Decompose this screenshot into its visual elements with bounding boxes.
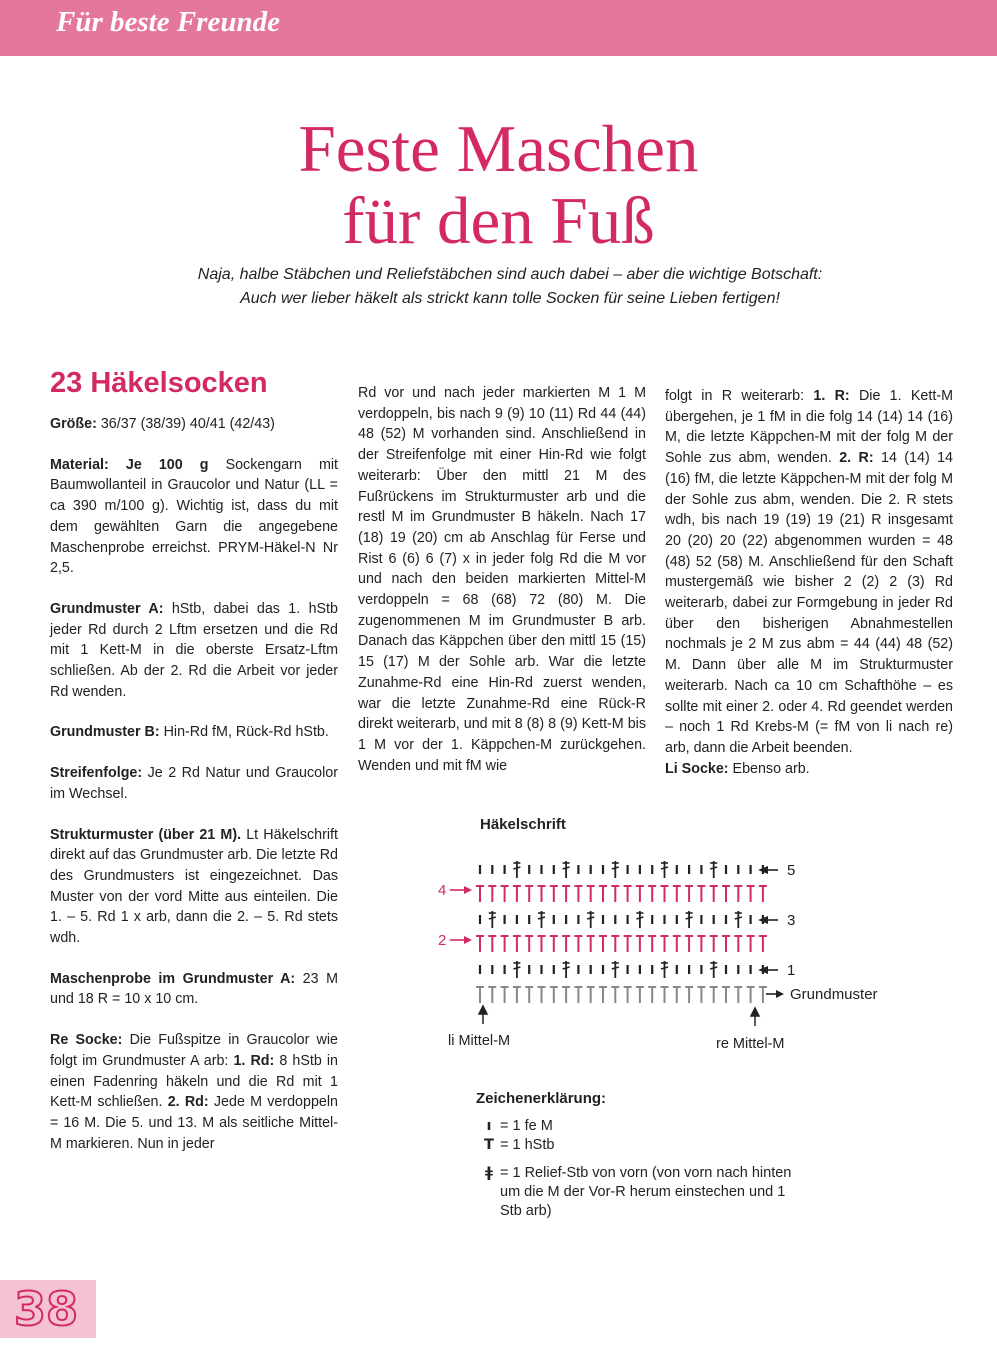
page-number: 38 [14,1282,79,1336]
base-hstb-mark [673,987,681,1003]
row2-hstb-mark [488,936,496,952]
base-hstb-mark [525,987,533,1003]
row4-hstb-mark [550,886,558,902]
row4-hstb-mark [636,886,644,902]
row-label-2: 2 [438,932,447,949]
base-hstb-mark [710,987,718,1003]
base-hstb-mark [611,987,619,1003]
row2-hstb-mark [648,936,656,952]
base-hstb-mark [476,987,484,1003]
row3-relief-mark [538,911,545,928]
streifenfolge-paragraph: Streifenfolge: Je 2 Rd Natur und Graucolor im Wechsel. [50,765,338,802]
intro-line1: Naja, halbe Stäbchen und Reliefstäbchen sind auch dabei – aber die wichtige Botschaft: [197,266,823,283]
row2-hstb-mark [734,936,742,952]
row2-hstb-mark [722,936,730,952]
relief-stb-symbol-icon: ǂ [485,1165,493,1181]
row2-hstb-mark [574,936,582,952]
left-middle-marker: li Mittel-M [448,1033,511,1049]
col2-paragraph: Rd vor und nach jeder markierten M 1 M verdoppeln, bis nach 9 (9) 10 (11) Rd 44 (44) 48 (52) M vorhanden sind. Anschließend in der Streifenfolge mit einer Hin-Rd wie folgt weiterarb: Über den mittl 21 M des Fußrückens im Strukturmuster arb und die restl M im Grundmuster B häkeln. Nach 17 (18) 19 (20) cm ab Anschlag für Ferse und Rist 6 (6) 6 (7) x in jeder folg Rd die M vor und nach den beiden markierten Mittel-M verdoppeln = 68 (68) 72 (80) M. Die zugenommenen M im Grundmuster B arb. Danach das Käppchen über den mittl 15 (15) 15 (17) M der Sohle arb. War die letzte Zunahme-Rd eine Hin-Rd zuerst wenden, war die letzte Zunahme-Rd eine Rück-R direkt weiterarb, und mit 8 (8) 8 (9) Kett-M bis 1 M vor der 1. Käppchen-M zurückgehen. Wenden und mit fM wie [358,385,646,774]
row2-hstb-mark [710,936,718,952]
row2-hstb-mark [501,936,509,952]
row4-hstb-mark [759,886,767,902]
legend-item-hstb: T = 1 hStb [478,1136,810,1155]
row2-hstb-mark [747,936,755,952]
base-hstb-mark [636,987,644,1003]
row-label-3: 3 [787,912,796,929]
grundmuster-a-paragraph: Grundmuster A: hStb, dabei das 1. hStb jeder Rd durch 2 Lftm ersetzen und die Rd mit 1 Kett-M in die oberste Ersatz-Lftm schließen. Ab der 2. Rd die Arbeit vor jeder Rd wenden. [50,600,338,700]
row4-hstb-mark [476,886,484,902]
base-hstb-mark [648,987,656,1003]
row4-hstb-mark [562,886,570,902]
row4-hstb-mark [685,886,693,902]
banner-title: Für beste Freunde [56,6,280,38]
row-label-4: 4 [438,882,447,899]
strukturmuster-paragraph: Strukturmuster (über 21 M). Lt Häkelschrift direkt auf das Grundmuster arb. Die letzte Rd des Grundmusters ist eingezeichnet. Das Muster von der vord Mitte aus einteilen. Die 1. – 5. Rd 1 x arb, dann die 2. – 5. Rd stets wdh. [50,826,338,947]
row3-relief-mark [489,911,496,928]
li-socke-paragraph: Li Socke: Ebenso arb. [665,760,810,777]
maschenprobe-paragraph: Maschenprobe im Grundmuster A: 23 M und 18 R = 10 x 10 cm. [50,970,338,1008]
page-title-line1: Feste Maschen [298,112,699,186]
row3-relief-mark [587,911,594,928]
legend-title: Zeichenerklärung: [476,1090,607,1107]
row2-hstb-mark [611,936,619,952]
row4-hstb-mark [722,886,730,902]
base-hstb-mark [661,987,669,1003]
base-hstb-mark [513,987,521,1003]
row2-hstb-mark [562,936,570,952]
row1-relief-mark [563,961,570,978]
hstb-symbol-icon: T [484,1137,494,1153]
row2-hstb-mark [476,936,484,952]
article-column-2 [358,383,646,796]
row2-hstb-mark [624,936,632,952]
row1-relief-mark [612,961,619,978]
row2-hstb-mark [673,936,681,952]
row-label-1: 1 [787,962,796,979]
row2-hstb-mark [550,936,558,952]
base-label: Grundmuster [790,986,878,1003]
article-heading: 23 Häkelsocken [50,367,268,399]
row1-relief-mark [661,961,668,978]
row5-relief-mark [513,861,520,878]
article-column-3 [665,386,953,799]
base-hstb-mark [722,987,730,1003]
base-hstb-mark [587,987,595,1003]
material-paragraph: Material: Je 100 g Sockengarn mit Baumwollanteil in Graucolor und Natur (LL = ca 390 m/100 g). Wichtig ist, dass du mit dem gewählten Garn die angegebene Maschenprobe erreichst. PRYM-Häkel-N Nr 2,5. [50,456,338,577]
row2-hstb-mark [636,936,644,952]
row2-hstb-mark [697,936,705,952]
col3-paragraph: folgt in R weiterarb: 1. R: Die 1. Kett-M übergehen, je 1 fM in die folg 14 (14) 14 (16) M, die letzte Käppchen-M mit der folg M der Sohle zus abm, wenden. 2. R: 14 (14) 14 (16) fM, die letzte Käppchen-M mit der folg M der Sohle zus abm, wenden. Die 2. R stets wdh, bis nach 19 (19) 19 (21) R insgesamt 20 (20) 20 (22) abgenommen wurden = 48 (48) 52 (58) M. Anschließend für den Schaft mustergemäß wie bisher 2 (2) 2 (3) Rd weiterarb, dabei zur Formgebung in jeder Rd über den bisherigen Abnahmestellen nochmals je 2 M zus abm = 44 (44) 48 (52) M. Dann über alle M im Strukturmuster weiterarb. Nach ca 10 cm Schafthöhe – es sollte mit einer 2. oder 4. Rd geendet werden – noch 1 Rd Krebs-M (= fM von li nach re) arb, dann die Arbeit beenden. [665,388,953,756]
re-socke-paragraph: Re Socke: Die Fußspitze in Graucolor wie folgt im Grundmuster A arb: 1. Rd: 8 hStb in einen Fadenring häkeln und die Rd mit 1 Kett-M schließen. 2. Rd: Jede M verdoppeln = 16 M. Die 5. und 13. M als seitliche Mittel-M markieren. Nun in jeder [50,1032,338,1152]
row5-relief-mark [710,861,717,878]
base-hstb-mark [488,987,496,1003]
base-hstb-mark [562,987,570,1003]
row4-hstb-mark [488,886,496,902]
row-label-5: 5 [787,862,796,879]
row5-relief-mark [563,861,570,878]
row4-hstb-mark [673,886,681,902]
row3-relief-mark [686,911,693,928]
row4-hstb-mark [574,886,582,902]
base-hstb-mark [501,987,509,1003]
row2-hstb-mark [587,936,595,952]
row4-hstb-mark [661,886,669,902]
row2-hstb-mark [759,936,767,952]
legend-item-fm: ı = 1 fe M [478,1117,810,1136]
base-hstb-mark [550,987,558,1003]
row4-hstb-mark [734,886,742,902]
row4-hstb-mark [747,886,755,902]
row4-hstb-mark [599,886,607,902]
row4-hstb-mark [501,886,509,902]
grundmuster-b-paragraph: Grundmuster B: Hin-Rd fM, Rück-Rd hStb. [50,724,329,741]
base-hstb-mark [685,987,693,1003]
article-column-1 [50,366,338,1174]
row4-hstb-mark [513,886,521,902]
row3-relief-mark [735,911,742,928]
page-number-box [0,1280,96,1338]
row5-relief-mark [612,861,619,878]
row4-hstb-mark [648,886,656,902]
row4-hstb-mark [525,886,533,902]
row1-relief-mark [710,961,717,978]
base-hstb-mark [734,987,742,1003]
crochet-chart [420,850,900,1060]
row2-hstb-mark [685,936,693,952]
page-title-line2: für den Fuß [342,184,655,258]
row5-relief-mark [661,861,668,878]
diagram-title: Häkelschrift [480,816,566,833]
base-hstb-mark [574,987,582,1003]
row1-relief-mark [513,961,520,978]
row2-hstb-mark [513,936,521,952]
row4-hstb-mark [697,886,705,902]
row2-hstb-mark [525,936,533,952]
row4-hstb-mark [538,886,546,902]
row2-hstb-mark [599,936,607,952]
right-middle-marker: re Mittel-M [716,1036,785,1052]
base-hstb-mark [697,987,705,1003]
row4-hstb-mark [587,886,595,902]
fm-symbol-icon: ı [486,1118,492,1134]
header-banner [0,0,997,56]
row3-relief-mark [636,911,643,928]
row4-hstb-mark [710,886,718,902]
groesse-paragraph: Größe: 36/37 (38/39) 40/41 (42/43) [50,416,275,432]
row2-hstb-mark [538,936,546,952]
legend-item-relief-stb: ǂ = 1 Relief-Stb von vorn (von vorn nach hinten um die M der Vor-R herum einstechen und 1 Stb arb) [478,1164,810,1221]
base-hstb-mark [747,987,755,1003]
intro-line2: Auch wer lieber häkelt als strickt kann tolle Socken für seine Lieben fertigen! [240,290,780,307]
row4-hstb-mark [611,886,619,902]
base-hstb-mark [538,987,546,1003]
row4-hstb-mark [624,886,632,902]
base-hstb-mark [599,987,607,1003]
row2-hstb-mark [661,936,669,952]
base-hstb-mark [624,987,632,1003]
base-hstb-mark [759,987,767,1003]
